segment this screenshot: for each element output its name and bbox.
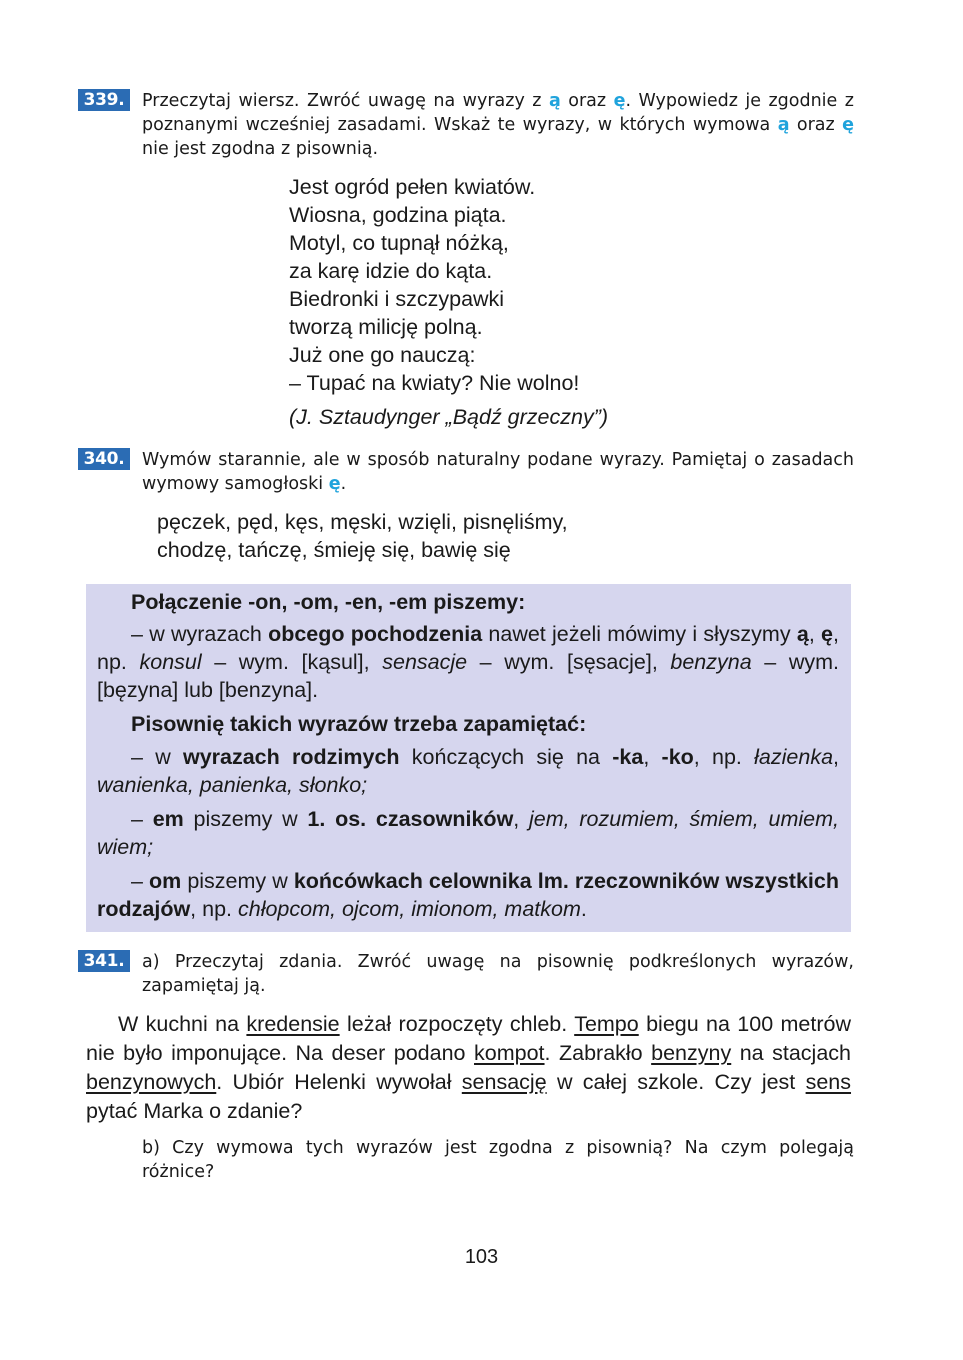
rule-example: chłopcom, ojcom, imionom, matkom	[237, 897, 581, 921]
rule-text: – w	[131, 745, 183, 769]
rule-heading: Pisownię takich wyrazów trzeba zapamiętać:	[131, 712, 587, 736]
rule-text: –	[131, 807, 153, 831]
underlined-word: benzynowych	[86, 1070, 217, 1094]
rule-example: łazienka	[754, 745, 834, 769]
rule-text: – w wyrazach	[131, 622, 269, 646]
highlight-letter: ą	[777, 115, 790, 135]
rule-example: jem, rozumiem, śmiem, umiem, wiem;	[97, 807, 839, 859]
rule-bold: -ko	[661, 745, 694, 769]
underlined-word: sens	[805, 1070, 852, 1094]
rule-item-verbs	[97, 805, 839, 861]
rule-bold: wyrazach rodzimych	[182, 745, 400, 769]
instruction-text: .	[340, 474, 347, 494]
word-list-line: chodzę, tańczę, śmieję się, bawię się	[157, 538, 511, 562]
sentence-text: . Zabrakło	[544, 1041, 652, 1065]
underlined-word: kompot	[474, 1041, 545, 1065]
page-number: 103	[464, 1246, 499, 1268]
poem-line: Jest ogród pełen kwiatów.	[289, 175, 536, 199]
rule-text: nawet jeżeli mówimy i słyszymy	[482, 622, 797, 646]
rule-text: , np.	[693, 745, 755, 769]
poem-line: Już one go nauczą:	[289, 343, 476, 367]
rule-text: – wym. [bęzyna] lub [benzyna].	[97, 650, 839, 702]
exercise-number-339: 339.	[78, 89, 130, 111]
highlight-letter: ą	[548, 91, 561, 111]
poem-line: Wiosna, godzina piąta.	[289, 203, 507, 227]
rule-text: ,	[833, 745, 840, 769]
rule-text: – wym. [kąsul],	[201, 650, 383, 674]
poem	[289, 173, 608, 431]
instruction-text: Wymów starannie, ale w sposób naturalny podane wyrazy. Pamiętaj o zasadach wymowy samogłoski	[142, 450, 854, 494]
exercise-number-340: 340.	[78, 448, 130, 470]
rule-example: benzyna	[670, 650, 752, 674]
exercise-339-instruction	[142, 89, 854, 161]
rule-text: – wym. [sęsacje],	[467, 650, 671, 674]
underlined-word: sensację	[461, 1070, 547, 1094]
sentence-text: leżał rozpoczęty chleb.	[339, 1012, 575, 1036]
word-list-line: pęczek, pęd, kęs, męski, wzięli, pisnęliśmy,	[157, 510, 568, 534]
exercise-340-instruction	[142, 448, 854, 496]
sentence-text: . Ubiór Helenki wywołał	[216, 1070, 462, 1094]
rule-bold: om	[149, 869, 182, 893]
rule-item-native-words	[97, 743, 839, 799]
rule-example: wanienka, panienka, słonko;	[97, 773, 368, 797]
sentence-text: biegu na 100 metrów nie było imponujące. Na deser podano	[86, 1012, 851, 1065]
sentence-text: w całej szkole. Czy jest	[546, 1070, 806, 1094]
poem-line: tworzą milicję polną.	[289, 315, 483, 339]
underlined-word: benzyny	[651, 1041, 732, 1065]
rule-text: piszemy w	[183, 807, 308, 831]
rule-text: , np.	[190, 897, 238, 921]
rule-example: konsul	[139, 650, 202, 674]
highlight-letter: ę	[613, 91, 626, 111]
exercise-341-instruction-a: a) Przeczytaj zdania. Zwróć uwagę na pisownię podkreślonych wyrazów, zapamiętaj ją.	[142, 952, 854, 996]
exercise-341-sentences	[86, 1010, 851, 1126]
exercise-number-341: 341.	[78, 950, 130, 972]
rule-bold: ą	[796, 622, 809, 646]
sentence-text: W kuchni na	[118, 1012, 247, 1036]
rule-bold: końcówkach celownika lm. rzeczowników wszystkich rodzajów	[97, 869, 839, 921]
rule-text: ,	[808, 622, 822, 646]
rule-bold: obcego pochodzenia	[268, 622, 483, 646]
rule-bold: 1. os. czasowników	[307, 807, 514, 831]
rule-text: piszemy w	[181, 869, 294, 893]
instruction-text: . Wypowiedz je zgodnie z poznanymi wcześniej zasadami. Wskaż te wyrazy, w których wymowa	[142, 91, 854, 135]
instruction-text: oraz	[789, 115, 843, 135]
sentence-text: na stacjach	[731, 1041, 851, 1065]
highlight-letter: ę	[328, 474, 341, 494]
rule-bold: -ka	[612, 745, 644, 769]
poem-line: za karę idzie do kąta.	[289, 259, 493, 283]
poem-source: (J. Sztaudynger „Bądź grzeczny”)	[289, 405, 609, 429]
rule-item-dative	[97, 867, 839, 923]
poem-line: Biedronki i szczypawki	[289, 287, 505, 311]
rule-text: –	[131, 869, 150, 893]
instruction-text: Przeczytaj wiersz. Zwróć uwagę na wyrazy z	[142, 91, 549, 111]
poem-line: – Tupać na kwiaty? Nie wolno!	[289, 371, 580, 395]
rule-text: ,	[513, 807, 530, 831]
rule-heading: Połączenie -on, -om, -en, -em piszemy:	[131, 590, 526, 614]
rule-text: , np.	[97, 622, 839, 674]
rule-bold: em	[152, 807, 184, 831]
word-list	[157, 508, 568, 564]
underlined-word: kredensie	[246, 1012, 340, 1036]
highlight-letter: ę	[842, 115, 854, 135]
underlined-word: Tempo	[574, 1012, 639, 1036]
poem-line: Motyl, co tupnął nóżką,	[289, 231, 509, 255]
rule-text: ,	[643, 745, 662, 769]
rule-text: kończących się na	[399, 745, 613, 769]
rule-example: sensacje	[382, 650, 468, 674]
instruction-text: oraz	[560, 91, 614, 111]
rule-item-foreign-words	[97, 620, 839, 704]
sentence-text: pytać Marka o zdanie?	[86, 1099, 303, 1123]
rule-text: .	[580, 897, 587, 921]
instruction-text: nie jest zgodna z pisownią.	[142, 139, 379, 159]
exercise-341-instruction-b: b) Czy wymowa tych wyrazów jest zgodna z pisownią? Na czym polegają różnice?	[142, 1138, 854, 1182]
rule-bold: ę	[821, 622, 834, 646]
